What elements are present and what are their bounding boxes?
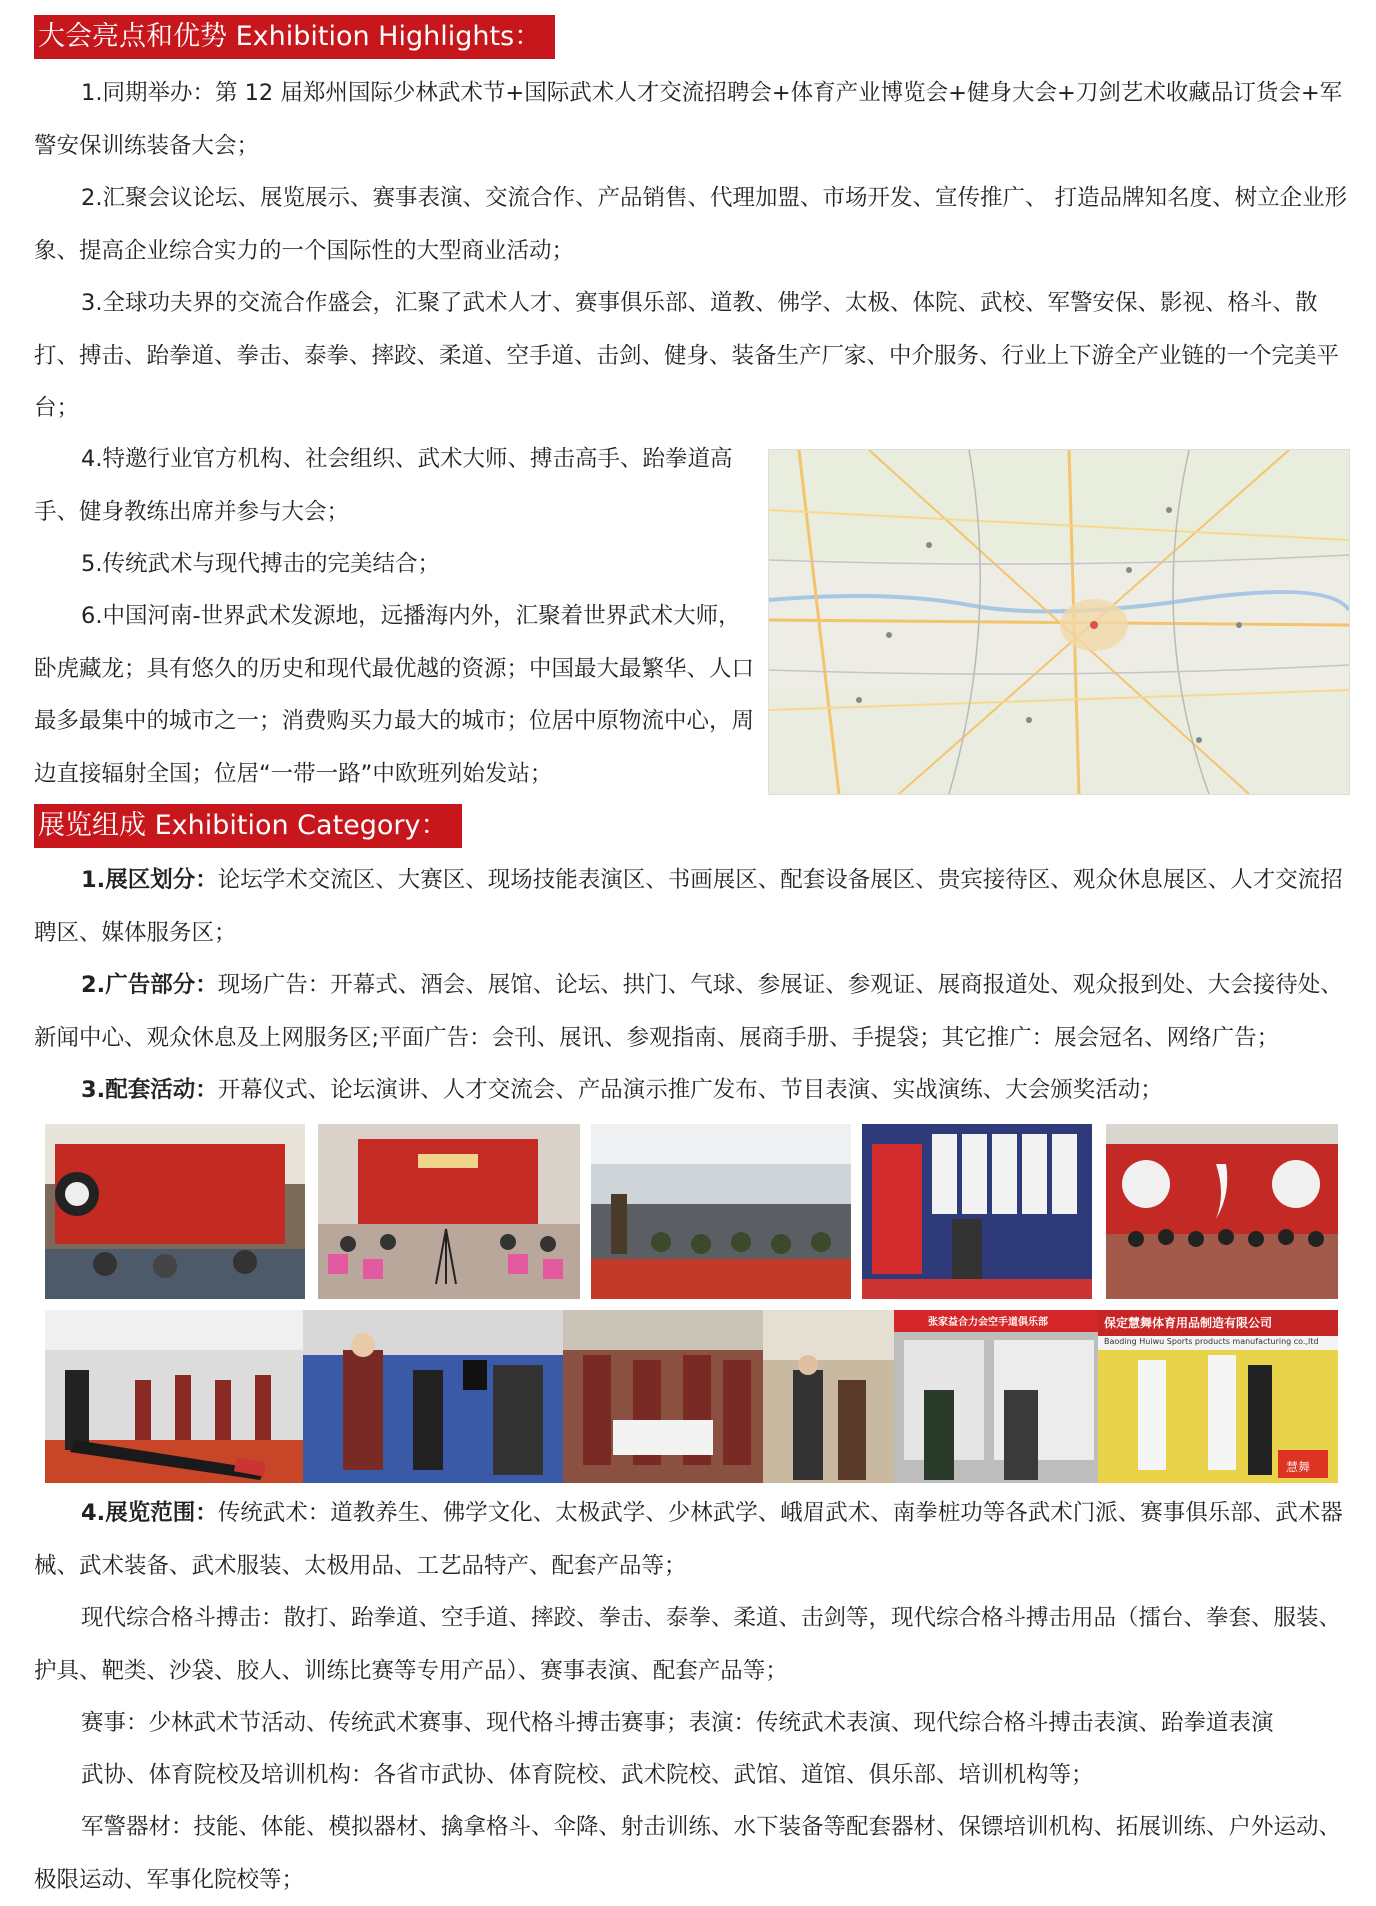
event-photo-visitors — [763, 1310, 894, 1483]
event-photo-audience-hall — [318, 1124, 580, 1299]
category-item-4 — [34, 1487, 1350, 1592]
category-item-1 — [34, 854, 1350, 959]
category-extra-combat: 现代综合格斗搏击：散打、跆拳道、空手道、摔跤、拳击、泰拳、柔道、击剑等，现代综合格斗搏击用品（擂台、拳套、服装、护具、靶类、沙袋、胶人、训练比赛等专用产品）、赛事表演、配套产品等； — [34, 1605, 1342, 1684]
event-photo-karate-club-booth — [894, 1310, 1098, 1483]
section-heading-category: 展览组成 Exhibition Category： — [34, 804, 462, 848]
category-item-4-text: 传统武术：道教养生、佛学文化、太极武学、少林武学、峨眉武术、南拳桩功等各武术门派、赛事俱乐部、武术器械、武术装备、武术服装、太极用品、工艺品特产、配套产品等； — [34, 1500, 1343, 1579]
category-item-1-lead: 1.展区划分： — [81, 867, 218, 893]
event-photo-sports-goods-booth — [1098, 1310, 1338, 1483]
event-photo-forum-stage — [45, 1124, 305, 1299]
highlight-item-5: 5.传统武术与现代搏击的完美结合； — [81, 551, 440, 577]
highlight-item-1: 1.同期举办：第 12 届郑州国际少林武术节+国际武术人才交流招聘会+体育产业博览会+健身大会+刀剑艺术收藏品订货会+军警安保训练装备大会； — [34, 80, 1343, 159]
event-photo-group-stage — [1106, 1124, 1338, 1299]
category-item-3 — [34, 1064, 1350, 1117]
highlight-item-2: 2.汇聚会议论坛、展览展示、赛事表演、交流合作、产品销售、代理加盟、市场开发、宣传推广、 打造品牌知名度、树立企业形象、提高企业综合实力的一个国际性的大型商业活动； — [34, 185, 1348, 264]
photo4-banner-text: 保定慧舞体育用品制造有限公司 — [1104, 1316, 1273, 1330]
event-photo-training-bag — [45, 1310, 303, 1483]
event-photo-uniform-booth — [862, 1124, 1092, 1299]
category-extra-institutions: 武协、体育院校及培训机构：各省市武协、体育院校、武术院校、武馆、道馆、俱乐部、培训机构等； — [81, 1762, 1094, 1788]
category-item-1-text: 论坛学术交流区、大赛区、现场技能表演区、书画展区、配套设备展区、贵宾接待区、观众休息展区、人才交流招聘区、媒体服务区； — [34, 867, 1343, 946]
category-item-3-lead: 3.配套活动： — [81, 1077, 218, 1103]
category-item-2-text: 现场广告：开幕式、酒会、展馆、论坛、拱门、气球、参展证、参观证、展商报道处、观众报到处、大会接待处、新闻中心、观众休息及上网服务区;平面广告：会刊、展讯、参观指南、展商手册、手提袋；其它推广：展会冠名、网络广告； — [34, 972, 1343, 1051]
category-extra-events: 赛事：少林武术节活动、传统武术赛事、现代格斗搏击赛事；表演：传统武术表演、现代综合格斗搏击表演、跆拳道表演 — [81, 1710, 1274, 1736]
category-item-2 — [34, 959, 1350, 1064]
photo3-banner-text: 张家益合力会空手道俱乐部 — [928, 1317, 1048, 1328]
highlight-item-6: 6.中国河南-世界武术发源地，远播海内外，汇聚着世界武术大师，卧虎藏龙；具有悠久的历史和现代最优越的资源；中国最大最繁华、人口最多最集中的城市之一；消费购买力最大的城市；位居中原物流中心，周边直接辐射全国；位居“一带一路”中欧班列始发站； — [34, 603, 755, 787]
category-item-3-text: 开幕仪式、论坛演讲、人才交流会、产品演示推广发布、节目表演、实战演练、大会颁奖活动； — [217, 1077, 1163, 1103]
category-extra-military: 军警器材：技能、体能、模拟器材、擒拿格斗、伞降、射击训练、水下装备等配套器材、保镖培训机构、拓展训练、户外运动、极限运动、军事化院校等； — [34, 1814, 1342, 1893]
highlight-item-3: 3.全球功夫界的交流合作盛会，汇聚了武术人才、赛事俱乐部、道教、佛学、太极、体院、武校、军警安保、影视、格斗、散打、搏击、跆拳道、拳击、泰拳、摔跤、柔道、空手道、击剑、健身、装备生产厂家、中介服务、行业上下游全产业链的一个完美平台； — [34, 290, 1340, 421]
event-photo-interview — [303, 1310, 563, 1483]
region-map-image — [768, 449, 1350, 795]
section-heading-highlights: 大会亮点和优势 Exhibition Highlights： — [34, 15, 555, 59]
highlight-item-4: 4.特邀行业官方机构、社会组织、武术大师、搏击高手、跆拳道高手、健身教练出席并参与大会； — [34, 446, 733, 525]
event-photo-speaker-crowd — [591, 1124, 851, 1299]
photo4-sign-text: 慧舞 — [1286, 1460, 1311, 1474]
event-photo-martial-masters — [563, 1310, 763, 1483]
category-item-2-lead: 2.广告部分： — [81, 972, 218, 998]
photo4-banner-en-text: Baoding Huiwu Sports products manufacturing co.,ltd — [1104, 1337, 1319, 1346]
category-item-4-lead: 4.展览范围： — [81, 1500, 218, 1526]
